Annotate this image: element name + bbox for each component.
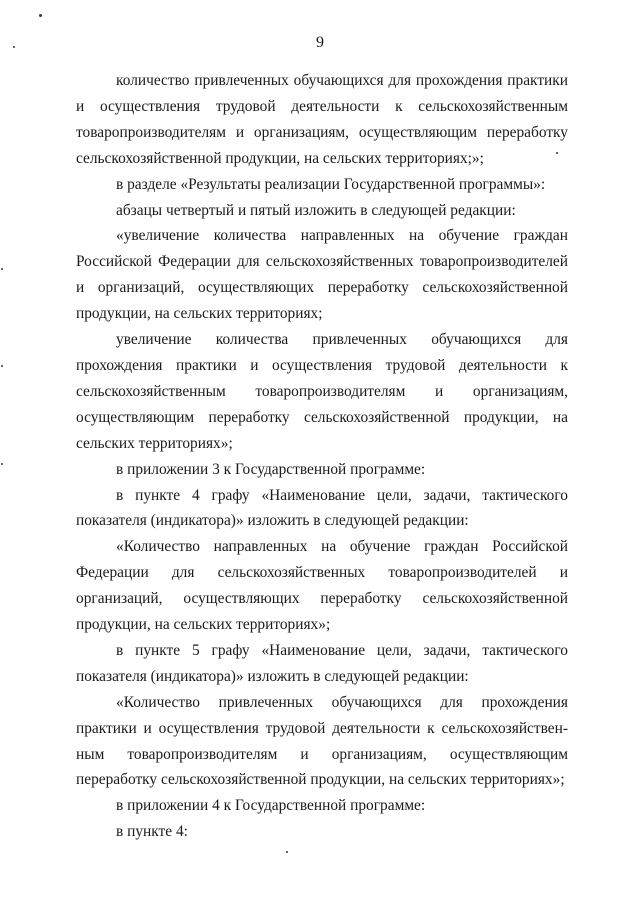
paragraph-section-results: в разделе «Результаты реализации Государственной программы»:	[116, 175, 546, 193]
document-body	[76, 68, 568, 845]
scan-speck	[1, 365, 3, 367]
scan-speck	[556, 152, 558, 154]
paragraph-quote-increase-attracted: увеличение количества привлеченных обучающихся для прохождения практики и осуществления трудовой деятельности к сельскохозяйственным товаропроизводителям и организациям, осуществляющим переработку сельскохозяйственной продукции, на сельских территориях»;	[76, 331, 568, 452]
paragraph-abzacy: абзацы четвертый и пятый изложить в следующей редакции:	[116, 201, 516, 219]
paragraph-item-4-appendix-4: в пункте 4:	[116, 823, 188, 841]
paragraph-quote-increase-directed: «увеличение количества направленных на обучение граждан Российской Федерации для сельскохозяйственных товаропроизводителей и организаций, осуществляющих переработку сельскохозяйственной продукции, на сельских территориях;	[76, 227, 568, 323]
paragraph-continuation: количество привлеченных обучающихся для прохождения практики и осуществления трудовой деятельности к сельскохозяйственным товаропроизводителям и организациям, осуществляющим переработку сельскохозяйственной продукции, на сельских территориях;»;	[76, 72, 568, 167]
paragraph-appendix-3: в приложении 3 к Государственной программе:	[116, 460, 426, 478]
scan-speck	[1, 268, 3, 270]
paragraph-item-4: в пункте 4 графу «Наименование цели, задачи, тактического показателя (индикатора)» изложить в следующей редакции:	[76, 486, 568, 530]
scan-speck	[286, 851, 288, 853]
paragraph-item-5: в пункте 5 графу «Наименование цели, задачи, тактического показателя (индикатора)» изложить в следующей редакции:	[76, 641, 568, 685]
scan-speck	[13, 46, 15, 48]
paragraph-appendix-4: в приложении 4 к Государственной программе:	[116, 797, 426, 815]
scan-speck	[1, 463, 3, 465]
scan-speck	[39, 14, 42, 17]
paragraph-quote-count-directed: «Количество направленных на обучение граждан Российской Федерации для сельскохозяйственных товаропроизводителей и организаций, осуществляющих переработку сельскохозяйственной продукции, на сельских территориях»;	[76, 538, 568, 634]
page-number: 9	[316, 34, 324, 51]
paragraph-quote-count-attracted: «Количество привлеченных обучающихся для прохождения практики и осуществления трудовой деятельности к сельскохозяйствен-ным товаропроизводителям и организациям, осуществляющим переработку сельскохозяйственной продукции, на сельских территориях»;	[76, 693, 568, 789]
